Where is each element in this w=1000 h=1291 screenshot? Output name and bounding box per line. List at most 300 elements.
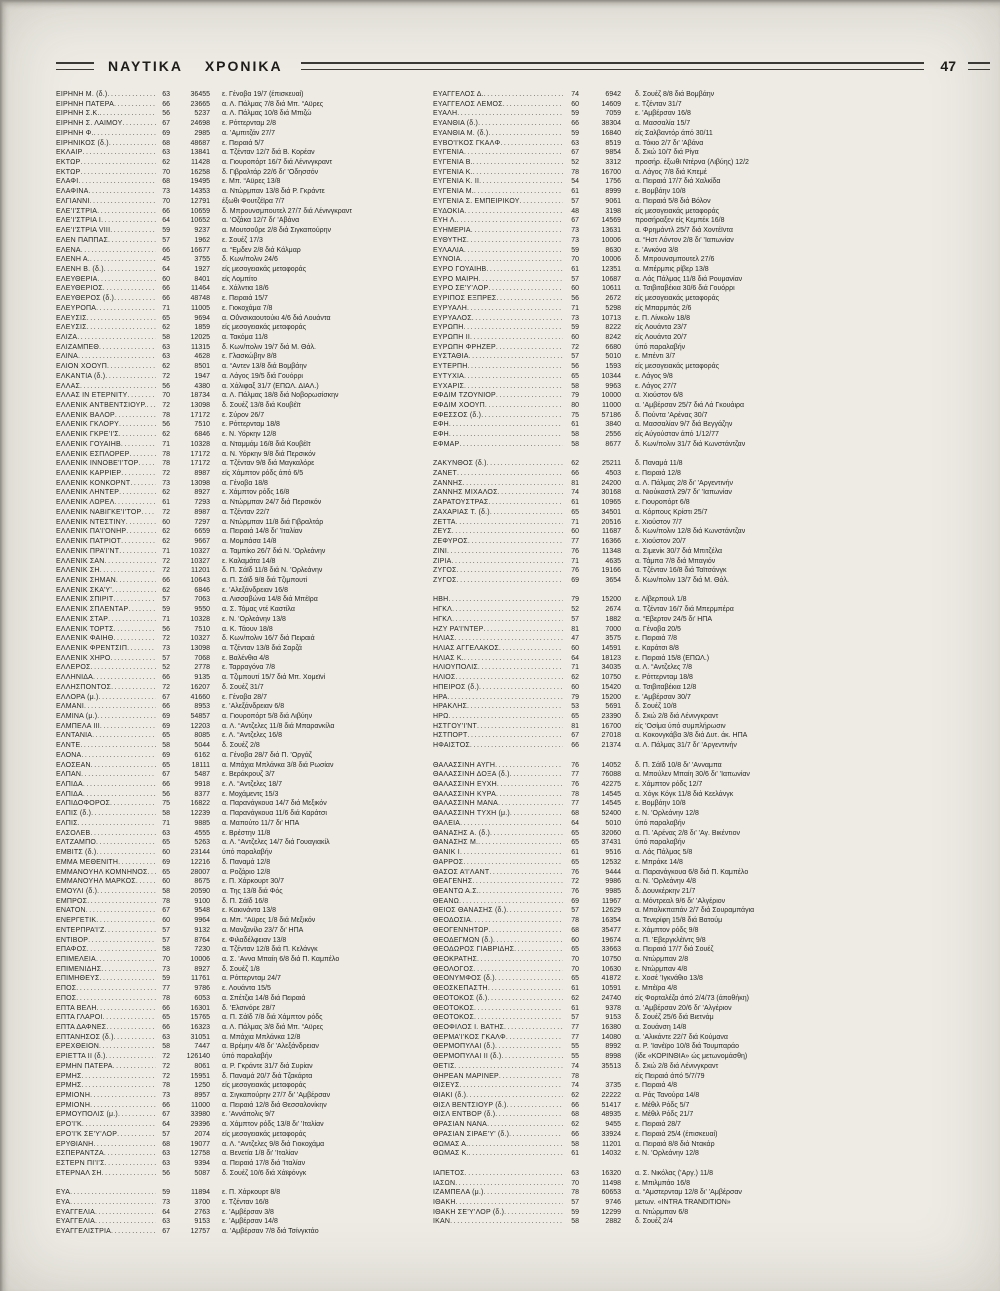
ship-year: 71 — [162, 615, 170, 623]
ship-entry — [56, 430, 433, 440]
ship-entry — [433, 770, 992, 780]
ship-name-cell — [56, 1013, 156, 1023]
ship-entry — [56, 284, 433, 294]
dot-leader — [498, 799, 563, 809]
dot-leader — [94, 129, 156, 139]
dot-leader — [118, 1110, 156, 1120]
ship-tonnage: 8987 — [194, 470, 210, 478]
dot-leader — [504, 1023, 563, 1033]
ship-name: ΕΛΛΕΝΙΚ ΧΗΡΟ — [56, 654, 111, 662]
ship-entry — [433, 693, 992, 703]
ship-year: 57 — [571, 197, 579, 205]
ship-name: ΘΕΟΔΕΓΜΩΝ (δ.) — [433, 936, 493, 944]
ship-year: 66 — [571, 1101, 579, 1109]
ship-name-cell — [56, 1208, 156, 1218]
ship-name-cell — [433, 304, 563, 314]
ship-name-cell — [56, 216, 156, 226]
ship-year: 65 — [571, 946, 579, 954]
ship-tonnage: 9153 — [605, 1014, 621, 1022]
ship-year: 76 — [571, 868, 579, 876]
ship-year: 65 — [571, 829, 579, 837]
ship-name: ΘΕΟΤΟΚΟΣ — [433, 1014, 474, 1022]
ship-tonnage: 48935 — [601, 1111, 621, 1119]
ship-year: 77 — [162, 985, 170, 993]
ship-name: ΕΚΤΩΡ — [56, 168, 81, 176]
ship-tonnage: 19674 — [601, 936, 621, 944]
dot-leader — [81, 751, 156, 761]
ship-year: 58 — [571, 1140, 579, 1148]
ship-name-cell — [433, 1120, 563, 1130]
ship-movement-note: δ. Σουέζ 2/4 — [635, 1218, 673, 1226]
ship-tonnage: 3654 — [605, 576, 621, 584]
ship-entry — [56, 1208, 433, 1218]
dot-leader — [107, 362, 156, 372]
ship-movement-note: α. Μασσαλία 15/7 — [635, 120, 691, 128]
dot-leader — [141, 508, 156, 518]
ship-name-cell — [56, 440, 156, 450]
ship-name-cell — [433, 1062, 563, 1072]
ship-year: 57 — [162, 596, 170, 604]
ship-tonnage: 8953 — [194, 703, 210, 711]
ship-tonnage: 8927 — [194, 965, 210, 973]
ship-name-cell — [56, 780, 156, 790]
ship-year: 61 — [571, 1150, 579, 1158]
ship-tonnage: 24698 — [190, 120, 210, 128]
ship-name-cell — [433, 1188, 563, 1198]
ship-name: ΕΛΙΟΝ ΧΟΟΥΠ — [56, 363, 107, 371]
ship-name-cell — [56, 634, 156, 644]
ship-name: ΕΥΡΥΑΛΟΣ — [433, 314, 472, 322]
dot-leader — [496, 343, 563, 353]
ship-name: ΕΛΕΝ ΠΑΠΠΑΣ — [56, 236, 109, 244]
ship-tonnage: 15951 — [190, 1072, 210, 1080]
ship-movement-note: α. “Ηστ Λόντον 2/8 δι’ ’Ιαπωνίαν — [635, 236, 734, 244]
ship-movement-note: α. Μπαλικπαπάν 2/7 διά Σουραμπάγια — [635, 907, 755, 915]
ship-year: 70 — [162, 168, 170, 176]
ship-year: 66 — [162, 246, 170, 254]
ship-tonnage: 10687 — [601, 275, 621, 283]
ship-movement-note: ε. Ρόττερνταμ 18/8 — [222, 421, 280, 429]
ship-tonnage: 3840 — [605, 421, 621, 429]
ship-tonnage: 48748 — [190, 295, 210, 303]
ship-name-cell — [56, 109, 156, 119]
ship-movement-note: α. Τζένταν 16/7 διά Μπερμπέρα — [635, 606, 734, 614]
ship-name: ΕΥΑΛΗ — [433, 110, 458, 118]
ship-tonnage: 8987 — [194, 508, 210, 516]
ship-name-cell — [433, 518, 563, 528]
ship-entry — [433, 838, 992, 848]
ship-entry — [56, 926, 433, 936]
ship-name: ΕΛΛΕΝΙΚ ΑΝΤΒΕΝΤΣΙΟΥΡ. — [56, 402, 147, 409]
dot-leader — [96, 955, 156, 965]
ship-name: ΕΙΡΗΝΗ Φ. — [56, 129, 94, 137]
dot-leader — [474, 965, 563, 975]
ship-tonnage: 16677 — [190, 246, 210, 254]
ship-tonnage: 12629 — [601, 907, 621, 915]
ship-year: 63 — [162, 1150, 170, 1158]
dot-leader — [121, 440, 156, 450]
ship-entry — [56, 304, 433, 314]
ship-tonnage: 1859 — [194, 324, 210, 332]
ship-entry — [433, 761, 992, 771]
dot-leader — [464, 207, 563, 217]
ship-tonnage: 12757 — [190, 1228, 210, 1236]
ship-name: ΕΛΕ’Ι’ΣΤΡΙΑ — [56, 207, 98, 215]
ship-year: 74 — [571, 1082, 579, 1090]
ship-movement-note: ε. ’Αμβέρσαν 3/8 — [222, 1208, 274, 1216]
ship-entry — [56, 391, 433, 401]
ship-name: ΘΕΑΝΤΩ Α.Σ. — [433, 887, 479, 895]
ship-name-cell — [56, 663, 156, 673]
ship-name: ΕΡΜΟΥΠΟΛΙΣ (μ.) — [56, 1111, 118, 1119]
header-rule-right — [968, 62, 990, 70]
ship-tonnage: 8992 — [605, 1043, 621, 1051]
dot-leader — [457, 576, 563, 586]
ship-tonnage: 9394 — [194, 1160, 210, 1168]
ship-entry — [433, 372, 992, 382]
ship-tonnage: 9455 — [605, 1121, 621, 1129]
ship-year: 61 — [571, 985, 579, 993]
ship-movement-note: ε. Γιουροπόρτ 6/8 — [635, 499, 690, 507]
ship-entry — [56, 761, 433, 771]
ship-entry — [433, 1101, 992, 1111]
ship-name: ΕΙΡΗΝΙΚΟΣ (δ.) — [56, 139, 109, 147]
ship-year: 67 — [162, 1111, 170, 1119]
ship-movement-note: α. ’Αμβέρσαν 20/6 δι’ ’Αλγέριον — [635, 1004, 732, 1012]
ship-name-cell — [433, 644, 563, 654]
ship-entry — [433, 644, 992, 654]
dot-leader — [121, 537, 156, 547]
ship-tonnage: 16380 — [601, 1024, 621, 1031]
ship-name-cell — [56, 994, 156, 1004]
ship-name: ΕΜΠΡΟΣ — [56, 897, 88, 905]
ship-name-cell — [433, 226, 563, 236]
ship-entry — [433, 100, 992, 110]
ship-entry — [56, 547, 433, 557]
ship-tonnage: 7510 — [194, 625, 210, 633]
ship-movement-note: α. Ράς Τανούρα 14/8 — [635, 1092, 700, 1100]
ship-name-cell — [56, 314, 156, 324]
ship-entry — [56, 508, 433, 518]
ship-entry — [433, 906, 992, 916]
dot-leader — [483, 625, 563, 635]
ship-movement-note: α. Πειραιά 8/8 διά Ντακάρ — [635, 1140, 715, 1148]
dot-leader — [447, 547, 563, 557]
ship-year: 58 — [162, 1043, 170, 1051]
ship-name-cell — [56, 936, 156, 946]
ship-year: 63 — [162, 91, 170, 98]
ship-name: ΕΝΕΡΓΕΤΙΚ — [56, 917, 97, 925]
dot-leader — [496, 391, 563, 401]
dot-leader — [474, 1004, 563, 1014]
ship-year: 67 — [162, 120, 170, 128]
ship-entry — [56, 741, 433, 751]
ship-name: ΕΛΝΤΕ — [56, 742, 81, 750]
dot-leader — [495, 1110, 563, 1120]
ship-name-cell — [433, 1140, 563, 1150]
ship-name: ΕΡΜΗΣ — [56, 1082, 82, 1090]
ship-entry — [56, 790, 433, 800]
ship-tonnage: 9132 — [194, 926, 210, 934]
dot-leader — [99, 1042, 156, 1052]
ship-name-cell — [56, 1110, 156, 1120]
ship-name: ΕΛΛΕΝΙΚ ΛΗΝΤΕΡ — [56, 489, 120, 497]
dot-leader — [76, 984, 156, 994]
ship-name: ΘΩΜΑΣ Κ. — [433, 1150, 469, 1158]
ship-name: ΕΛΠΑΝ — [56, 771, 82, 779]
dot-leader — [474, 1013, 563, 1023]
ship-year: 68 — [571, 926, 579, 934]
dot-leader — [448, 595, 563, 605]
ship-year: 72 — [162, 470, 170, 478]
ship-year: 55 — [571, 1043, 579, 1051]
ship-movement-note: δ. Σκώ 2/8 διά Λένινγκραντ — [635, 1062, 719, 1070]
ship-year: 76 — [571, 887, 579, 895]
ship-name: ΕΛΤΖΑΜΠΟ — [56, 839, 96, 847]
ship-name: ΗΛΙΟΣ — [433, 674, 456, 682]
ship-name: ΘΑΛΑΣΣΙΝΗ ΕΥΧΗ — [433, 781, 497, 789]
ship-name-cell — [56, 965, 156, 975]
ship-movement-note: ε. Λίβερπουλ 1/8 — [635, 596, 687, 604]
ship-name-cell — [56, 90, 156, 100]
ship-tonnage: 13841 — [190, 149, 210, 157]
dot-leader — [487, 459, 563, 469]
ship-name-cell — [56, 197, 156, 207]
ship-year: 72 — [162, 1053, 170, 1061]
ship-tonnage: 12532 — [601, 858, 621, 866]
ship-name-cell — [56, 411, 156, 421]
dot-leader — [474, 187, 563, 197]
ship-tonnage: 12351 — [601, 265, 621, 273]
ship-tonnage: 36455 — [190, 91, 210, 98]
ship-movement-note: α. Λάς Πάλμας 5/8 — [635, 849, 693, 857]
ship-entry — [56, 236, 433, 246]
ship-name-cell — [433, 168, 563, 178]
ship-movement-note: α. Παρανάγκουα 11/6 διά Καράτσι — [222, 810, 327, 818]
ship-movement-note: α. Σπέτζια 14/8 διά Πειραιά — [222, 994, 306, 1002]
ship-name: ΕΜΟΥΛΙ (δ.) — [56, 887, 98, 895]
ship-movement-note: α. Λάγος 7/8 διά Κπεμέ — [635, 168, 707, 176]
header-rule-middle — [301, 62, 925, 70]
ship-year: 73 — [571, 236, 579, 244]
ship-name-cell — [56, 1062, 156, 1072]
ship-name-cell — [433, 683, 563, 693]
ship-tonnage: 51417 — [601, 1101, 621, 1109]
dot-leader — [465, 1169, 563, 1179]
ship-year: 60 — [162, 275, 170, 283]
dot-leader — [514, 945, 563, 955]
ship-entry — [56, 1149, 433, 1159]
ship-name: ΖΑΚΥΝΘΟΣ (δ.) — [433, 460, 487, 468]
ship-movement-note: δ. Κων/πολιν 24/6 — [222, 256, 278, 264]
ship-name-cell — [56, 246, 156, 256]
ship-name-cell — [56, 177, 156, 187]
dot-leader — [99, 974, 156, 984]
ship-tonnage: 8501 — [194, 363, 210, 371]
ship-name: ΕΜΒΙΤΣ (δ.) — [56, 849, 97, 857]
ship-tonnage: 10000 — [601, 392, 621, 400]
ship-name-cell — [433, 508, 563, 518]
ship-entry — [56, 90, 433, 100]
ship-name-cell — [433, 129, 563, 139]
ship-entry — [433, 741, 992, 751]
ship-entry — [56, 168, 433, 178]
ship-movement-note: (ίδε «ΚΟΡΙΝΘΙΑ» ώς μετωνομάσθη) — [635, 1053, 748, 1061]
ship-movement-note: ε. Μπράκε 14/8 — [635, 858, 683, 866]
ship-name: ΗΦΑΙΣΤΟΣ — [433, 742, 470, 750]
ship-entry — [56, 1033, 433, 1043]
ship-entry — [433, 488, 992, 498]
ship-entry — [56, 673, 433, 683]
ship-year: 56 — [571, 363, 579, 371]
ship-year: 62 — [571, 1092, 579, 1100]
dot-leader — [91, 809, 156, 819]
ship-entry — [56, 109, 433, 119]
ship-movement-note: ε. Πειραιά 25/4 (έπισκευαί) — [635, 1130, 718, 1138]
ship-tonnage: 19077 — [190, 1140, 210, 1148]
ship-movement-note: α. Κόρπους Κρίστι 25/7 — [635, 508, 708, 516]
dot-leader — [478, 838, 563, 848]
ship-entry — [56, 255, 433, 265]
ship-year: 72 — [571, 343, 579, 351]
ship-year: 70 — [162, 392, 170, 400]
ship-name: ΘΑΛΕΙΑ — [433, 819, 461, 827]
dot-leader — [105, 372, 156, 382]
ship-year: 78 — [162, 450, 170, 458]
ship-name: ΗΒΗ — [433, 596, 449, 604]
ship-entry — [56, 906, 433, 916]
ship-name-cell — [56, 527, 156, 537]
ship-entry — [433, 994, 992, 1004]
dot-leader — [470, 741, 563, 751]
ship-name-cell — [433, 1208, 563, 1218]
ship-name: ΕΡΟ’Ι’Κ ΣΕ’Υ’ΛΟΡ — [56, 1130, 118, 1138]
ship-tonnage: 8377 — [194, 790, 210, 798]
ship-name: ΘΗΡΕΑΝ ΜΑΡΙΝΕΡ — [433, 1072, 499, 1080]
ship-name: ΙΑΠΕΤΟΣ — [433, 1169, 465, 1177]
ship-name-cell — [56, 372, 156, 382]
ship-movement-note: α. Μομπάσα 14/8 — [222, 538, 277, 546]
ship-tonnage: 5087 — [194, 1169, 210, 1177]
ship-name: ΕΝΑΤΟΝ — [56, 907, 86, 915]
ship-tonnage: 14052 — [601, 761, 621, 769]
ship-movement-note: α. Κοκονγκάβα 3/8 διά Δυτ. άκ. ΗΠΑ — [635, 732, 748, 740]
ship-year: 69 — [162, 751, 170, 759]
ship-name: ΘΕΟΦΙΛΟΣ Ι. ΒΑΤΗΣ — [433, 1024, 505, 1031]
ship-year: 61 — [571, 421, 579, 429]
ship-year: 73 — [162, 188, 170, 196]
ship-year: 69 — [162, 129, 170, 137]
ship-movement-note: α. Μπούλεν Μπαίη 30/6 δι’ ’Ιαπωνίαν — [635, 771, 750, 779]
ship-movement-note: δ. Κων/πολιν 16/7 διά Πειραιά — [222, 635, 315, 643]
dot-leader — [138, 459, 156, 469]
ship-entry — [56, 479, 433, 489]
ship-name-cell — [56, 168, 156, 178]
ship-entry — [56, 518, 433, 528]
ship-entry — [433, 1110, 992, 1120]
ship-year: 58 — [571, 431, 579, 439]
ship-name: ΕΥΑΓΓΕΛΙΑ — [56, 1208, 95, 1216]
ship-name: ΕΛΛΕΝΙΚ ΣΠΛΕΝΤΑΡ — [56, 606, 129, 614]
ship-movement-note: α. Νταμμάμ 16/8 διά Κουβέϊτ — [222, 440, 311, 448]
ship-name: ΕΠΤΑ ΔΑΦΝΕΣ — [56, 1024, 107, 1031]
ship-name-cell — [56, 119, 156, 129]
ship-name-cell — [56, 382, 156, 392]
ship-movement-note: α. Χάμπτον ρόδς 13/8 δι’ ’Ιταλίαν — [222, 1121, 324, 1129]
ship-tonnage: 32060 — [601, 829, 621, 837]
ship-tonnage: 9746 — [605, 1198, 621, 1206]
dot-leader — [466, 1091, 563, 1101]
ship-name-cell — [56, 294, 156, 304]
dot-leader — [506, 1033, 563, 1043]
ship-name: ΕΛΛΕΝΙΚ ΛΩΡΕΛ — [56, 499, 115, 507]
ship-name: ΕΡΜΗΝ ΠΑΤΕΡΑ — [56, 1062, 113, 1070]
ship-entry — [56, 858, 433, 868]
ship-tonnage: 6846 — [194, 431, 210, 439]
ship-entry — [56, 595, 433, 605]
ship-entry — [433, 683, 992, 693]
dot-leader — [481, 411, 563, 421]
ship-name-cell — [56, 615, 156, 625]
ship-tonnage: 9378 — [605, 1004, 621, 1012]
dot-leader — [452, 527, 563, 537]
dot-leader — [510, 770, 563, 780]
ship-name: ΕΜΜΑ ΜΕΘΕΝΙΤΗ — [56, 858, 119, 866]
ship-movement-note: ε. ’Αννάπολις 9/7 — [222, 1111, 275, 1119]
ship-name: ΖΥΓΟΣ — [433, 567, 457, 575]
ship-year: 81 — [571, 722, 579, 730]
ship-movement-note: α. Λ. Πάλμας 18/8 διά Νοβορωσίσκην — [222, 392, 339, 400]
ship-entry — [433, 819, 992, 829]
ship-name-cell — [433, 936, 563, 946]
ship-year: 64 — [162, 1208, 170, 1216]
ship-tonnage: 10652 — [190, 217, 210, 225]
ship-name-cell — [56, 1130, 156, 1140]
ship-name-cell — [56, 576, 156, 586]
ship-name-cell — [433, 1072, 563, 1082]
dot-leader — [92, 731, 156, 741]
ship-name-cell — [56, 469, 156, 479]
dot-leader — [83, 790, 156, 800]
ship-year: 63 — [162, 149, 170, 157]
ship-tonnage: 2763 — [194, 1208, 210, 1216]
ship-movement-note: δ. Σουέζ 31/7 — [222, 683, 264, 691]
ship-tonnage: 5237 — [194, 110, 210, 118]
ship-entry — [56, 1081, 433, 1091]
ship-year: 65 — [162, 868, 170, 876]
ship-name-cell — [433, 187, 563, 197]
dot-leader — [96, 838, 156, 848]
ship-name-cell — [433, 148, 563, 158]
ship-year: 67 — [571, 732, 579, 740]
ship-name: ΕΥΓΕΝΙΑ Σ. ΕΜΠΕΙΡΙΚΟΥ — [433, 197, 520, 205]
section-spacer — [56, 1179, 433, 1189]
ship-movement-note: μετων. «INTRA TRANDITION» — [635, 1198, 731, 1206]
dot-leader — [116, 576, 156, 586]
ship-entry — [56, 731, 433, 741]
ship-name-cell — [433, 965, 563, 975]
ship-entry — [56, 333, 433, 343]
ship-movement-note: α. Πειραιά 17/8 διά ’Ιταλίαν — [222, 1160, 306, 1168]
ship-name: ΘΙΣΕΥΣ — [433, 1082, 460, 1090]
ship-name: ΘΙΑΚΙ (δ.) — [433, 1092, 467, 1100]
dot-leader — [105, 1159, 156, 1169]
ship-name-cell — [433, 634, 563, 644]
ship-name: ΙΘΑΚΗ ΣΕ’Υ’ΛΟΡ (δ.) — [433, 1208, 505, 1216]
ship-name-cell — [433, 430, 563, 440]
ship-entry — [56, 158, 433, 168]
ship-entry — [56, 314, 433, 324]
